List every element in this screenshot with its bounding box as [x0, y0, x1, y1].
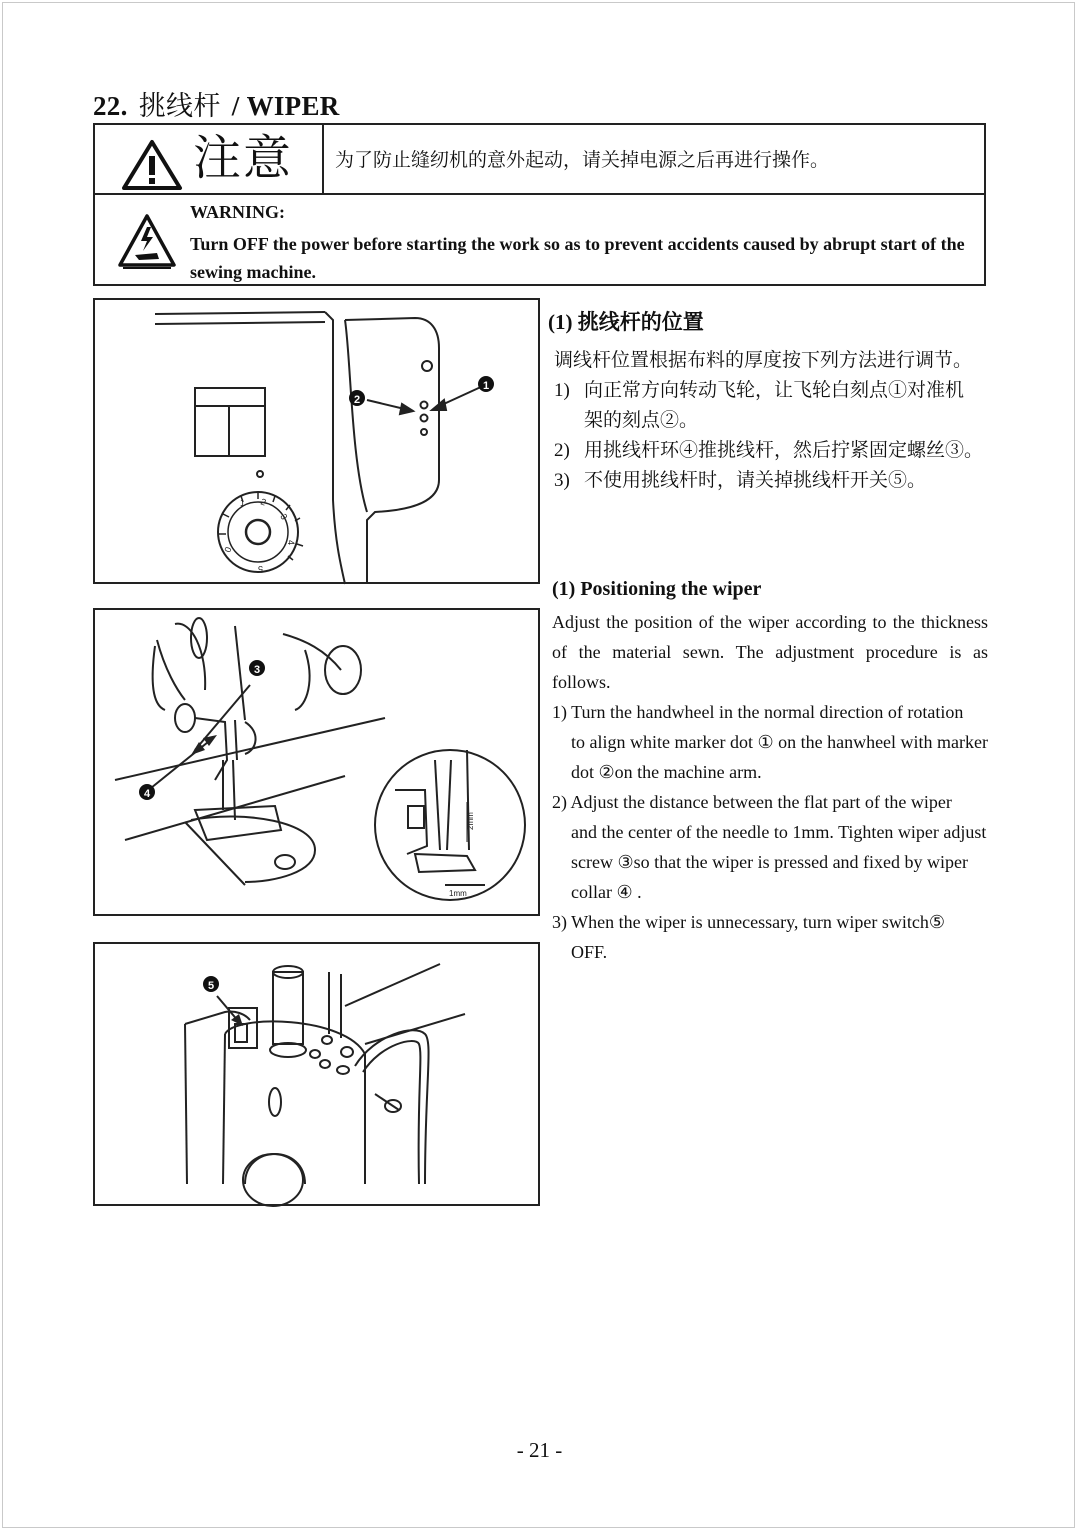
figure-wiper-adjust — [93, 608, 540, 916]
dial-number-3: 3 — [278, 512, 290, 522]
instructions-en — [552, 578, 988, 967]
section-title-zh: 挑线杆 — [138, 91, 221, 121]
caution-header — [95, 125, 324, 195]
zh-step-text: 不使用挑线杆时，请关掉挑线杆开关⑤。 — [584, 470, 927, 491]
section-separator: / — [231, 91, 240, 121]
callout-5-label: 5 — [207, 980, 215, 992]
zh-step-text: 向正常方向转动飞轮，让飞轮白刻点①对准机 — [584, 380, 965, 401]
callout-3-label: 3 — [253, 664, 261, 676]
zh-step-number: 2) — [554, 440, 570, 461]
callout-4-label: 4 — [143, 788, 151, 800]
wiper-switch-labels — [95, 944, 542, 1208]
dial-number-1: 1 — [240, 498, 246, 508]
zh-step-text-cont: 架的刻点②。 — [584, 410, 699, 431]
figure-handwheel — [93, 298, 540, 584]
dial-number-0: 0 — [222, 545, 234, 554]
zh-step-1 — [554, 376, 988, 436]
en-step-text: 2) Adjust the distance between the flat part of the wiper — [552, 792, 952, 812]
en-step-2 — [552, 787, 988, 907]
en-step-text-cont: and the center of the needle to 1mm. Tighten wiper adjust screw ③so that the wiper is pressed and fixed by wiper collar ④ . — [571, 822, 987, 902]
caution-heading-zh: 注意 — [193, 132, 294, 185]
warning-triangle-icon — [121, 139, 183, 191]
dial-number-5: 5 — [257, 564, 263, 574]
zh-step-text: 用挑线杆环④推挑线杆，然后拧紧固定螺丝③。 — [584, 440, 984, 461]
dial-number-4: 4 — [286, 540, 296, 546]
en-step-text: 3) When the wiper is unnecessary, turn wiper switch⑤ — [552, 912, 946, 932]
figure-wiper-switch — [93, 942, 540, 1206]
callout-1-label: 1 — [482, 380, 490, 392]
zh-step-number: 3) — [554, 470, 570, 491]
caution-box — [93, 123, 986, 286]
caution-divider — [324, 193, 984, 195]
en-step-text: 1) Turn the handwheel in the normal direction of rotation — [552, 702, 964, 722]
section-title-en: WIPER — [246, 91, 340, 121]
dimension-2mm: 2mm — [466, 812, 475, 830]
zh-step-2 — [554, 436, 988, 466]
dimension-1mm: 1mm — [449, 889, 467, 898]
section-title — [93, 84, 340, 123]
electric-hazard-icon — [117, 213, 177, 269]
instructions-zh — [548, 306, 988, 496]
warning-title: WARNING: — [190, 202, 286, 222]
en-step-text-cont: to align white marker dot ① on the hanwheel with marker dot ②on the machine arm. — [571, 732, 989, 782]
callout-2-label: 2 — [353, 394, 361, 406]
en-step-text-cont: OFF. — [571, 942, 608, 962]
zh-intro: 调线杆位置根据布料的厚度按下列方法进行调节。 — [554, 350, 973, 371]
wiper-labels — [95, 610, 542, 918]
zh-step-3 — [554, 466, 988, 496]
handwheel-labels — [95, 300, 542, 586]
zh-heading: (1) 挑线杆的位置 — [548, 310, 704, 334]
en-step-1 — [552, 697, 988, 787]
page-number: - 21 - — [516, 1438, 563, 1462]
caution-text-zh: 为了防止缝纫机的意外起动，请关掉电源之后再进行操作。 — [335, 150, 830, 171]
zh-step-number: 1) — [554, 380, 570, 401]
warning-text: Turn OFF the power before starting the work so as to prevent accidents caused by abrupt start of the sewing machine. — [190, 234, 965, 282]
section-number: 22. — [93, 91, 128, 121]
en-step-3 — [552, 907, 988, 967]
dial-number-2: 2 — [259, 496, 268, 508]
en-heading: (1) Positioning the wiper — [552, 578, 762, 600]
en-intro: Adjust the position of the wiper according to the thickness of the material sewn. The adjustment procedure is as follows. — [552, 612, 988, 692]
